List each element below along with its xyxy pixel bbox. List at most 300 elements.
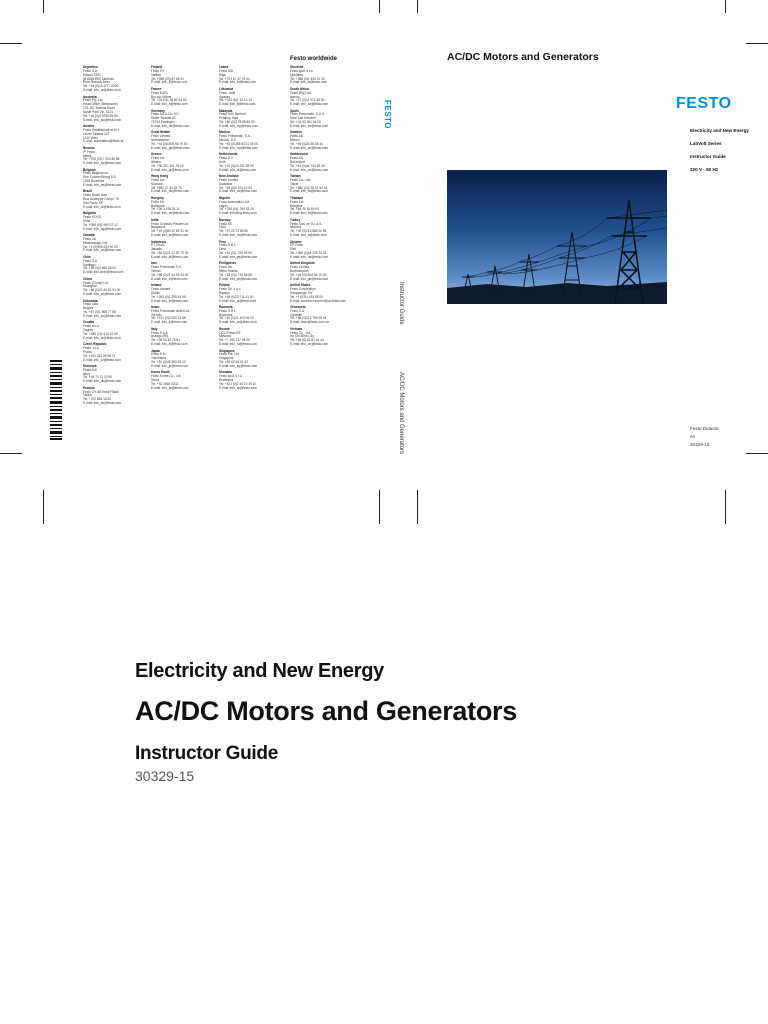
address-line: Festo, s.r.o. (83, 345, 100, 350)
spine-doc-type: Instructor Guide (398, 282, 404, 325)
directory-entry (290, 66, 346, 85)
directory-entry (290, 153, 346, 172)
directory-entry (151, 371, 190, 390)
address-line: Bratislava (219, 378, 233, 383)
address-line: E-mail: info_gr@festo.com (151, 167, 189, 172)
address-line: E-mail: info_nl@festo.com (219, 167, 257, 172)
country-name: South Africa (290, 86, 309, 91)
country-name: Slovakia (219, 370, 232, 375)
address-line: Tel. +234 (0)1 794 78 20 (219, 207, 254, 212)
address-line: Tel. +359 (0)2 960 07 12 (83, 222, 118, 227)
address-line: Festo Ltda. (83, 302, 99, 307)
address-line: Festo B.V. (219, 156, 234, 161)
directory-entry (83, 169, 123, 188)
address-line: E-mail: info_th@festo.com (290, 211, 328, 216)
front-cover-footer (690, 425, 719, 449)
language-label: en (690, 434, 696, 439)
country-name: United Kingdom (290, 261, 315, 266)
address-line: Oslo (219, 225, 226, 230)
address-line: Tel. +886 (0)2 26 01 92 81 (290, 185, 328, 190)
directory-entry (151, 241, 190, 260)
address-line: Tel. +34 93 261 64 00 (290, 120, 321, 125)
directory-entry (290, 131, 346, 150)
address-line: Dublin (151, 290, 161, 295)
barcode-icon (50, 360, 62, 440)
address-line: Tel. +58 (0)212 759 09 44 (290, 316, 327, 321)
cover-part-number: 30329-15 (135, 768, 195, 784)
address-line: Rue Colonel Bourg 101 (83, 175, 117, 180)
country-name: Great Britain (151, 130, 171, 135)
country-name: Norway (219, 217, 231, 222)
directory-entry (290, 284, 346, 303)
directory-entry (290, 219, 346, 238)
address-line: Tel. +36 1 436 51 11 (151, 207, 180, 212)
country-name: Belarus (83, 145, 95, 150)
address-line: Festo Pte. Ltd. (219, 352, 240, 357)
address-line: Tel. +358 (09) 87 06 51 (151, 76, 184, 81)
address-line: Festo Gesellschaft m.b.H. (83, 127, 120, 132)
directory-entry (290, 110, 346, 129)
address-line: Tel. +63 (0)2 776 68 88 (219, 272, 252, 277)
address-line: 1140 Wien (83, 135, 99, 140)
address-line: Festo Limited (219, 177, 239, 182)
address-line: Raszyn (219, 290, 230, 295)
directory-entry (290, 306, 346, 325)
directory-entry (83, 147, 123, 166)
country-name: China (83, 276, 92, 281)
address-line: Tel. +51 (0)1 219 69 60 (219, 251, 252, 256)
address-line: Minsk (83, 153, 92, 158)
directory-entry (151, 328, 190, 347)
address-line: Ho Chi Minh City (290, 334, 314, 339)
address-line: E-mail: info_se@festo.com (290, 145, 329, 150)
festo-logo: FESTO (676, 95, 732, 112)
directory-entry (83, 190, 123, 209)
address-line: IP Festo (83, 149, 95, 154)
address-line: Festo Corporation (290, 286, 316, 291)
address-line: E-mail: info_ar@festo.com (83, 88, 121, 93)
country-name: United States (290, 283, 311, 288)
address-line: Prov. Buenos Aires (83, 80, 110, 85)
address-line: Hauppauge, NY (290, 290, 313, 295)
address-line: E-mail: info_pe@festo.com (219, 254, 258, 259)
address-line: E-mail: info_cz@festo.com (83, 357, 121, 362)
address-line: Festo Limited (290, 265, 310, 270)
address-line: Tel. +44 (0)1604 66 70 00 (290, 272, 327, 277)
address-line: Bucuresti (219, 312, 233, 317)
address-line: 179-187 Browns Road (83, 106, 115, 111)
directory-entry (83, 321, 123, 340)
address-line: Assago (MI) (151, 334, 169, 339)
address-line: Festo A/S (83, 367, 97, 372)
country-name: Singapore (219, 348, 235, 353)
country-name: Denmark (83, 363, 97, 368)
address-line: E-mail: info_il@festo.com (151, 320, 188, 325)
address-line: Tel. +386 (0)1 530 21 00 (290, 76, 325, 81)
address-line: Praha (83, 349, 92, 354)
address-line: Festo Pneumatic S.K. (151, 265, 182, 270)
address-line: Festo OY AB Eesti Filiaal (83, 389, 119, 394)
address-line: Tallinn (83, 393, 93, 398)
cover-spread (0, 0, 768, 488)
country-name: Japan (151, 348, 161, 353)
directory-entry (290, 241, 346, 260)
address-line: Istanbul (290, 225, 302, 230)
country-name: Turkey (290, 217, 301, 222)
country-name: Taiwan (290, 174, 301, 179)
directory-entry (290, 175, 346, 194)
address-line: Northampton (151, 138, 170, 143)
address-line: E-mail: automation@festo.at (83, 139, 124, 144)
address-line: Ruiter Strasse 82 (151, 116, 176, 121)
address-line: Edison 2392 (83, 72, 101, 77)
address-line: Tel. +46 (0)20 38 38 40 (290, 141, 323, 146)
address-line: Tel. +7 495 737 34 00 (219, 338, 250, 343)
address-line: Tel. +61 (0)3 9795 95 55 (83, 113, 118, 118)
country-name: Chile (83, 254, 91, 259)
address-line: E-mail: info_cn@festo.com (83, 292, 122, 297)
address-line: Festo spol. s r.o. (290, 68, 314, 73)
country-name: Sweden (290, 130, 303, 135)
address-line: Festo Limited (151, 134, 171, 139)
address-line: Taipei (290, 181, 299, 186)
address-line: Tel. +370 (8)7 32 13 14 (219, 98, 252, 103)
address-line: Sao Paulo SP (83, 200, 103, 205)
address-line: Tel. +40 (0)21 403 95 00 (219, 316, 254, 321)
directory-entry (83, 125, 123, 144)
address-line: Tel. +62 (0)21 27 50 79 00 (151, 251, 189, 256)
directory-entry (219, 328, 258, 347)
address-line: Singapore (219, 356, 234, 361)
address-line: E-mail: info_gb@festo.com (290, 276, 329, 281)
address-line: Bogota (83, 306, 94, 311)
crop-mark (379, 490, 380, 524)
country-name: Hong Kong (151, 174, 169, 179)
address-line: Kowloon (151, 181, 164, 186)
address-line: Tel. +372 666 15 60 (83, 397, 112, 402)
country-name: Romania (219, 304, 233, 309)
country-name: Israel (151, 304, 160, 309)
address-line: Festo Automation Ltd. (219, 199, 251, 204)
address-line: E-mail: info_co@festo.com (83, 313, 122, 318)
address-line: Bry-sur-Marne (151, 94, 172, 99)
address-line: Tel. +33 (0)1 48 82 64 00 (151, 98, 187, 103)
address-line: Tel. +57 (0)1 865 77 88 (83, 310, 116, 315)
address-line: Tel. +81 (0)45 593 56 10 (151, 360, 186, 365)
address-line: Caracas (290, 312, 302, 317)
address-line: Festo Brasil Ltda (83, 193, 107, 198)
directory-entry (219, 241, 258, 260)
directory-entry (290, 262, 346, 281)
country-name: Venezuela (290, 304, 306, 309)
directory-column (83, 66, 123, 409)
directory-entry (151, 175, 190, 194)
address-line: Tel. +98 (0)21 44 52 24 09 (151, 272, 189, 277)
directory-column (290, 66, 346, 350)
address-line: Sofia (83, 218, 91, 223)
address-line: Tel. +353 (0)1 295 49 55 (151, 294, 186, 299)
address-line: Festo (Pty) Ltd. (290, 90, 312, 95)
directory-entry (83, 365, 123, 384)
spine-logo: FESTO (383, 100, 392, 130)
country-name: Latvia (219, 65, 229, 69)
directory-entry (219, 306, 258, 325)
address-line: Tel. +82 1666 0202 (151, 381, 179, 386)
address-line: E-mail: festo@festo.com.ve (290, 320, 330, 325)
address-line: Festo, UAB (219, 90, 236, 95)
country-name: Peru (219, 239, 227, 244)
directory-entry (219, 110, 258, 129)
directory-entry (151, 306, 190, 325)
country-name: Ireland (151, 283, 162, 288)
country-name: Canada (83, 233, 95, 238)
publisher-label: Festo Didactic (690, 426, 720, 431)
address-line: Ishoj (83, 371, 90, 376)
address-line: Tel. +1 (631) 435 08 00 (290, 294, 323, 299)
country-name: Ukraine (290, 239, 302, 244)
address-line: E-mail: info_sg@festo.com (219, 363, 258, 368)
address-line: Rua Guiseppe Crespi, 76 (83, 197, 119, 202)
address-line: Festo K.K. (151, 352, 166, 357)
address-line: Festo Pty. Ltd. (83, 98, 104, 103)
address-line: Festo S.A. (83, 68, 98, 73)
address-line: Tel Aviv (151, 312, 162, 317)
address-line: Festo San. ve Tic. A.S. (290, 221, 323, 226)
address-line: E-mail: info_dk@festo.com (83, 379, 122, 384)
address-line: Head Office (Melbourne) (83, 102, 118, 107)
address-line: Tel. +375 (0)17 204 85 58 (83, 157, 120, 162)
address-line: Vantaa (151, 72, 161, 77)
cover-series: Electricity and New Energy (135, 660, 384, 682)
directory-entry (219, 262, 258, 281)
address-line: Jakarta (151, 247, 162, 252)
address-line: Auckland (219, 181, 233, 186)
country-name: Italy (151, 326, 158, 331)
directory-entry (151, 88, 190, 107)
address-line: Seoul (151, 378, 160, 383)
directory-entry (151, 66, 190, 85)
address-line: E-mail: info_es@festo.com (290, 124, 329, 128)
directory-entry (290, 197, 346, 216)
country-name: Lithuania (219, 86, 234, 91)
country-name: Croatia (83, 320, 94, 325)
address-line: E-mail: info_ua@festo.com (290, 254, 329, 259)
address-line: Ljubljana (290, 72, 303, 77)
directory-entry (83, 234, 123, 253)
directory-entry (83, 66, 123, 93)
country-name: Slovenia (290, 65, 304, 69)
address-line: Lagos (219, 203, 228, 208)
address-line: Festo Co., Ltd. (290, 330, 311, 335)
directory-entry (290, 328, 346, 347)
address-line: Festo Belgium sa (83, 171, 108, 176)
address-line: Petaling Jaya (219, 116, 239, 121)
address-line: Festo Pneumatic, S.A. (219, 134, 251, 139)
address-line: Festo Kft. (151, 199, 165, 204)
country-name: Vietnam (290, 326, 303, 331)
country-name: Switzerland (290, 152, 308, 157)
address-line: Festo S.R.L. (219, 308, 237, 313)
address-line: Metro Manila (219, 269, 238, 273)
crop-mark (417, 490, 418, 524)
address-line: E-mail: info_vn@festo.com (290, 342, 329, 347)
address-line: E-mail: customer.service@us.festo.com (290, 298, 347, 303)
address-line: Festo AG & Co. KG (151, 112, 179, 117)
address-line: E-mail: info_lt@festo.com (219, 102, 256, 107)
address-line: E-mail: info_tw@festo.com (290, 189, 328, 194)
directory-entry (219, 350, 258, 369)
address-line: Sant Just Desvern (290, 116, 317, 121)
country-name: Colombia (83, 298, 98, 303)
directory-entry (151, 219, 190, 238)
directory-entry (219, 219, 258, 238)
address-line: Festo Inc. (83, 236, 97, 241)
address-line: Festo C.A. (290, 308, 306, 313)
country-name: Czech Republic (83, 342, 107, 347)
address-line: E-mail: info_tr@festo.com (290, 233, 327, 238)
address-line: Festo Sp. z o.o. (219, 286, 242, 291)
address-line: Shanghai (83, 284, 97, 289)
address-line: E-mail: info_bg@festo.com (83, 226, 122, 231)
address-line: Bangkok (290, 203, 303, 208)
address-line: Riga (219, 72, 226, 77)
directory-column (151, 66, 190, 393)
country-name: Indonesia (151, 239, 166, 244)
address-line: E-mail: info_my@festo.com (219, 124, 259, 128)
country-name: Russia (219, 326, 230, 331)
address-line: Festo Ltd. (151, 177, 166, 182)
address-line: Festo S.p.A. (151, 330, 169, 335)
address-line: Tel. +64 (0)9 574 10 94 (219, 185, 252, 190)
address-line: Festo AB (290, 134, 303, 139)
country-name: France (151, 86, 162, 91)
cover-title: AC/DC Motors and Generators (135, 696, 517, 726)
address-line: E-mail: info_za@festo.com (290, 102, 329, 107)
country-name: Malaysia (219, 108, 233, 113)
country-name: Netherlands (219, 152, 238, 157)
address-line: Mississauga, ON (83, 240, 108, 245)
directory-entry (83, 256, 123, 275)
address-line: OOO Festo-RF (219, 330, 241, 335)
address-line: DP Festo (290, 243, 304, 248)
address-line: E-mail: info_ph@festo.com (219, 276, 258, 281)
address-line: Tel. +385 (0)1 619 19 69 (83, 331, 118, 336)
directory-entry (219, 175, 258, 194)
address-line: Malmo (290, 138, 300, 143)
address-line: E-mail: info_fi@festo.com (151, 80, 188, 85)
address-line: Delft (219, 159, 226, 164)
address-line: E-mail: info_si@festo.com (290, 80, 328, 85)
address-line: Festo Korea Co., Ltd. (151, 374, 182, 379)
doc-type-label: Instructor Guide (690, 154, 726, 159)
address-line: Festo OY (151, 68, 165, 73)
address-line: Yokohama (151, 356, 166, 361)
directory-entry (151, 262, 190, 281)
directory-entry (151, 131, 190, 150)
address-line: E-mail: info_hk@festo.com (151, 189, 190, 194)
address-line: Festo Limited (151, 286, 171, 291)
address-line: Isando (290, 94, 300, 99)
address-line: E-mail: info_ca@festo.com (83, 248, 122, 253)
address-line: E-mail: info_ru@festo.com (219, 342, 257, 347)
address-line: Tel. +30 210 341 29 00 (151, 163, 184, 168)
address-line: Athens (151, 159, 161, 164)
country-name: Australia (83, 94, 97, 99)
address-line: E-mail: info_ro@festo.com (219, 320, 257, 325)
country-name: Greece (151, 152, 162, 157)
address-line: Tel. +44 (0)1604 66 70 00 (151, 141, 188, 146)
power-lines-photo (447, 170, 667, 304)
directory-entry (151, 350, 190, 369)
directory-entry (83, 343, 123, 362)
country-name: Bulgaria (83, 211, 96, 216)
address-line: Tel. +27 (0)11 971 55 00 (290, 98, 325, 103)
address-line: Lima (219, 247, 226, 252)
directory-entry (151, 197, 190, 216)
address-line: Festo Ltd. (151, 156, 166, 161)
directory-entry (219, 66, 258, 85)
address-line: E-mail: info_no@festo.com (219, 233, 258, 238)
address-line: Festo Co., Ltd. (290, 177, 311, 182)
address-line: Tel. +420 261 09 96 11 (83, 353, 116, 358)
address-line: Tel. +52 (01)55 53 21 66 00 (219, 141, 259, 146)
address-line: Festo EOOD (83, 215, 102, 220)
address-line: Festo EURL (151, 90, 169, 95)
country-name: Argentina (83, 65, 98, 69)
address-line: Festo S.A. (83, 258, 98, 263)
address-line: E-mail: info_nz@festo.com (219, 189, 258, 194)
directory-entry (219, 88, 258, 107)
country-name: Thailand (290, 195, 304, 200)
address-line: Tel. +41 (0)44 744 55 44 (290, 163, 325, 168)
address-line: Santiago (83, 262, 96, 267)
directory-entry (219, 197, 258, 216)
address-line: Festo Controls Private Ltd. (151, 221, 189, 226)
country-name: Finland (151, 65, 163, 69)
country-name: Belgium (83, 167, 96, 172)
cover-page-block (135, 660, 517, 784)
address-line: E-mail: info_ir@festo.com (151, 276, 188, 281)
address-line: Tel. +380 (0)44 239 24 33 (290, 251, 327, 256)
address-line: E-mail: info_hr@festo.com (83, 335, 121, 340)
country-name: Hungary (151, 195, 164, 200)
address-line: Kaunas (219, 94, 230, 99)
address-line: Festo Pneumatic Israel Ltd. (151, 308, 190, 313)
address-line: Festo AG (290, 156, 304, 161)
address-line: E-mail: info_hu@festo.com (151, 211, 190, 216)
country-name: New Zealand (219, 174, 239, 179)
directory-entry (151, 110, 190, 129)
address-line: Budapest (151, 203, 165, 208)
country-name: Poland (219, 283, 230, 288)
address-line: Tel. +65 62 64 01 52 (219, 360, 248, 365)
cover-guide-type: Instructor Guide (135, 743, 278, 764)
address-line: Festo AS (219, 221, 232, 226)
country-name: India (151, 217, 159, 222)
address-line: Zagreb (83, 328, 94, 332)
address-line: Festo Pneumatic, S.A.U. (290, 112, 325, 117)
country-name: Spain (290, 108, 299, 113)
address-line: E-mail: info_de@festo.com (151, 124, 190, 128)
directory-entry (219, 284, 258, 303)
directory-column (219, 66, 258, 393)
address-line: Festo S.R.L. (219, 243, 237, 248)
address-line: Tel. +852 27 43 83 79 (151, 185, 182, 190)
country-name: Brazil (83, 189, 92, 194)
address-line: 1030 Bruxelles (83, 179, 105, 184)
address-line: E-mail: info_ch@festo.com (290, 167, 329, 172)
address-line: E-mail: info_lv@festo.com (219, 80, 257, 85)
